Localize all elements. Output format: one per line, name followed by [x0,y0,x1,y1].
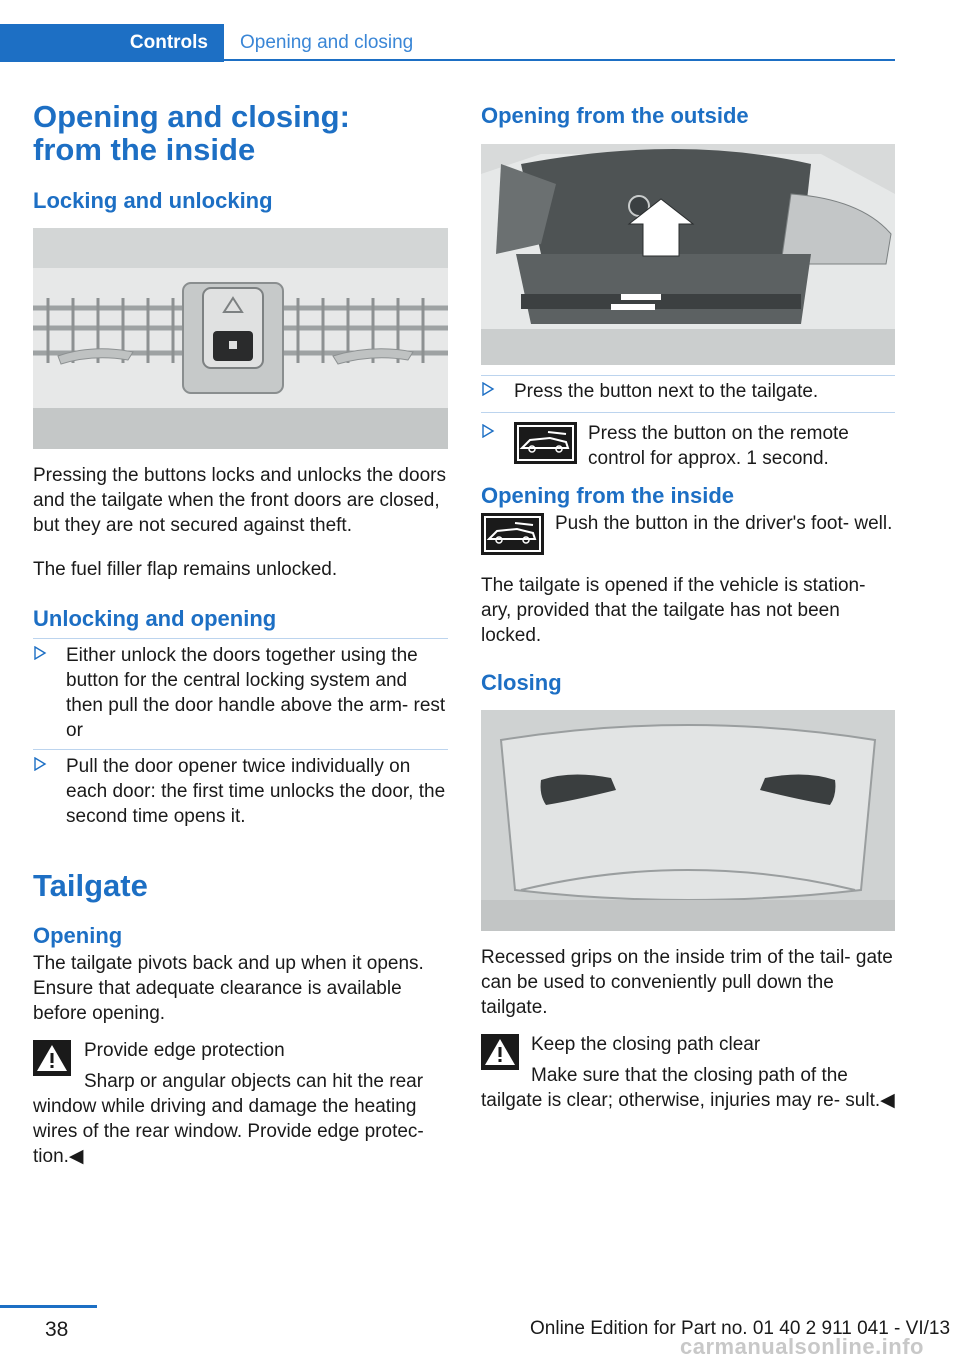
list-item [33,643,448,743]
divider [481,375,895,376]
tailgate-outside-figure [481,144,895,365]
divider [33,638,448,639]
right-column [481,100,895,1113]
warning-text: Make sure that the closing path of the tailgate is clear; otherwise, injuries may re‐ sult.◀ [481,1065,895,1111]
triangle-right-icon [481,382,495,396]
warning-text: Sharp or angular objects can hit the rear window while driving and damage the heating wires of the rear window. Provide edge protec‐ tion.◀ [33,1071,424,1167]
closing-heading: Closing [481,670,562,695]
divider [33,749,448,750]
tailgate-car-icon [481,513,544,555]
list-item [33,754,448,829]
list-item [481,379,895,404]
outside-heading: Opening from the outside [481,103,749,128]
triangle-right-icon [33,757,47,771]
list-item [481,421,895,471]
chapter-tab[interactable] [0,24,224,62]
locking-heading: Locking and unlocking [33,188,273,213]
footer-rule [0,1305,97,1308]
inside-heading: Opening from the inside [481,483,735,508]
watermark: carmanualsonline.info [680,1334,924,1359]
inside-text: Push the button in the driver's foot‐ well. [555,513,893,534]
inside-paragraph: The tailgate is opened if the vehicle is station‐ ary, provided that the tailgate has not been locked. [481,575,866,646]
page-number: 38 [45,1318,69,1341]
warning-triangle-icon [33,1040,71,1076]
warning-title: Provide edge protection [84,1040,285,1061]
fuel-flap-paragraph: The fuel filler flap remains unlocked. [33,559,338,580]
closing-paragraph: Recessed grips on the inside trim of the tail‐ gate can be used to conveniently pull down the tailgate. [481,947,893,1018]
warning-block [481,1032,895,1113]
page-title: Opening and closing: from the inside [33,99,350,167]
list-item-text: Press the button next to the tailgate. [514,381,819,402]
tailgate-paragraph: The tailgate pivots back and up when it opens. Ensure that adequate clearance is available before opening. [33,953,424,1024]
triangle-right-icon [481,424,495,438]
page-header [0,24,895,62]
list-item-text: Either unlock the doors together using the button for the central locking system and then pull the door handle above the arm‐ rest or [66,645,446,741]
locking-paragraph: Pressing the buttons locks and unlocks the doors and the tailgate when the front doors are closed, but they are not secured against theft. [33,465,446,536]
divider [481,412,895,413]
warning-block [33,1038,448,1169]
tailgate-inside-figure [481,710,895,931]
central-locking-figure [33,228,448,449]
unlocking-heading: Unlocking and opening [33,606,277,631]
list-item-text: Pull the door opener twice individually on each door: the first time unlocks the door, the second time opens it. [66,756,446,827]
tailgate-opening-heading: Opening [33,923,123,948]
header-rule [224,59,895,61]
triangle-right-icon [33,646,47,660]
warning-title: Keep the closing path clear [531,1034,761,1055]
chapter-tab-label: Controls [129,32,208,53]
tailgate-car-icon [514,422,577,464]
inside-block [481,511,895,559]
list-item-text: Press the button on the remote control for approx. 1 second. [588,423,849,469]
tailgate-heading: Tailgate [33,868,148,903]
warning-triangle-icon [481,1034,519,1070]
section-tab-label[interactable]: Opening and closing [240,32,414,53]
footer-edition: Online Edition for Part no. 01 40 2 911 041 - VI/13 [530,1318,951,1339]
left-column [33,100,448,1169]
